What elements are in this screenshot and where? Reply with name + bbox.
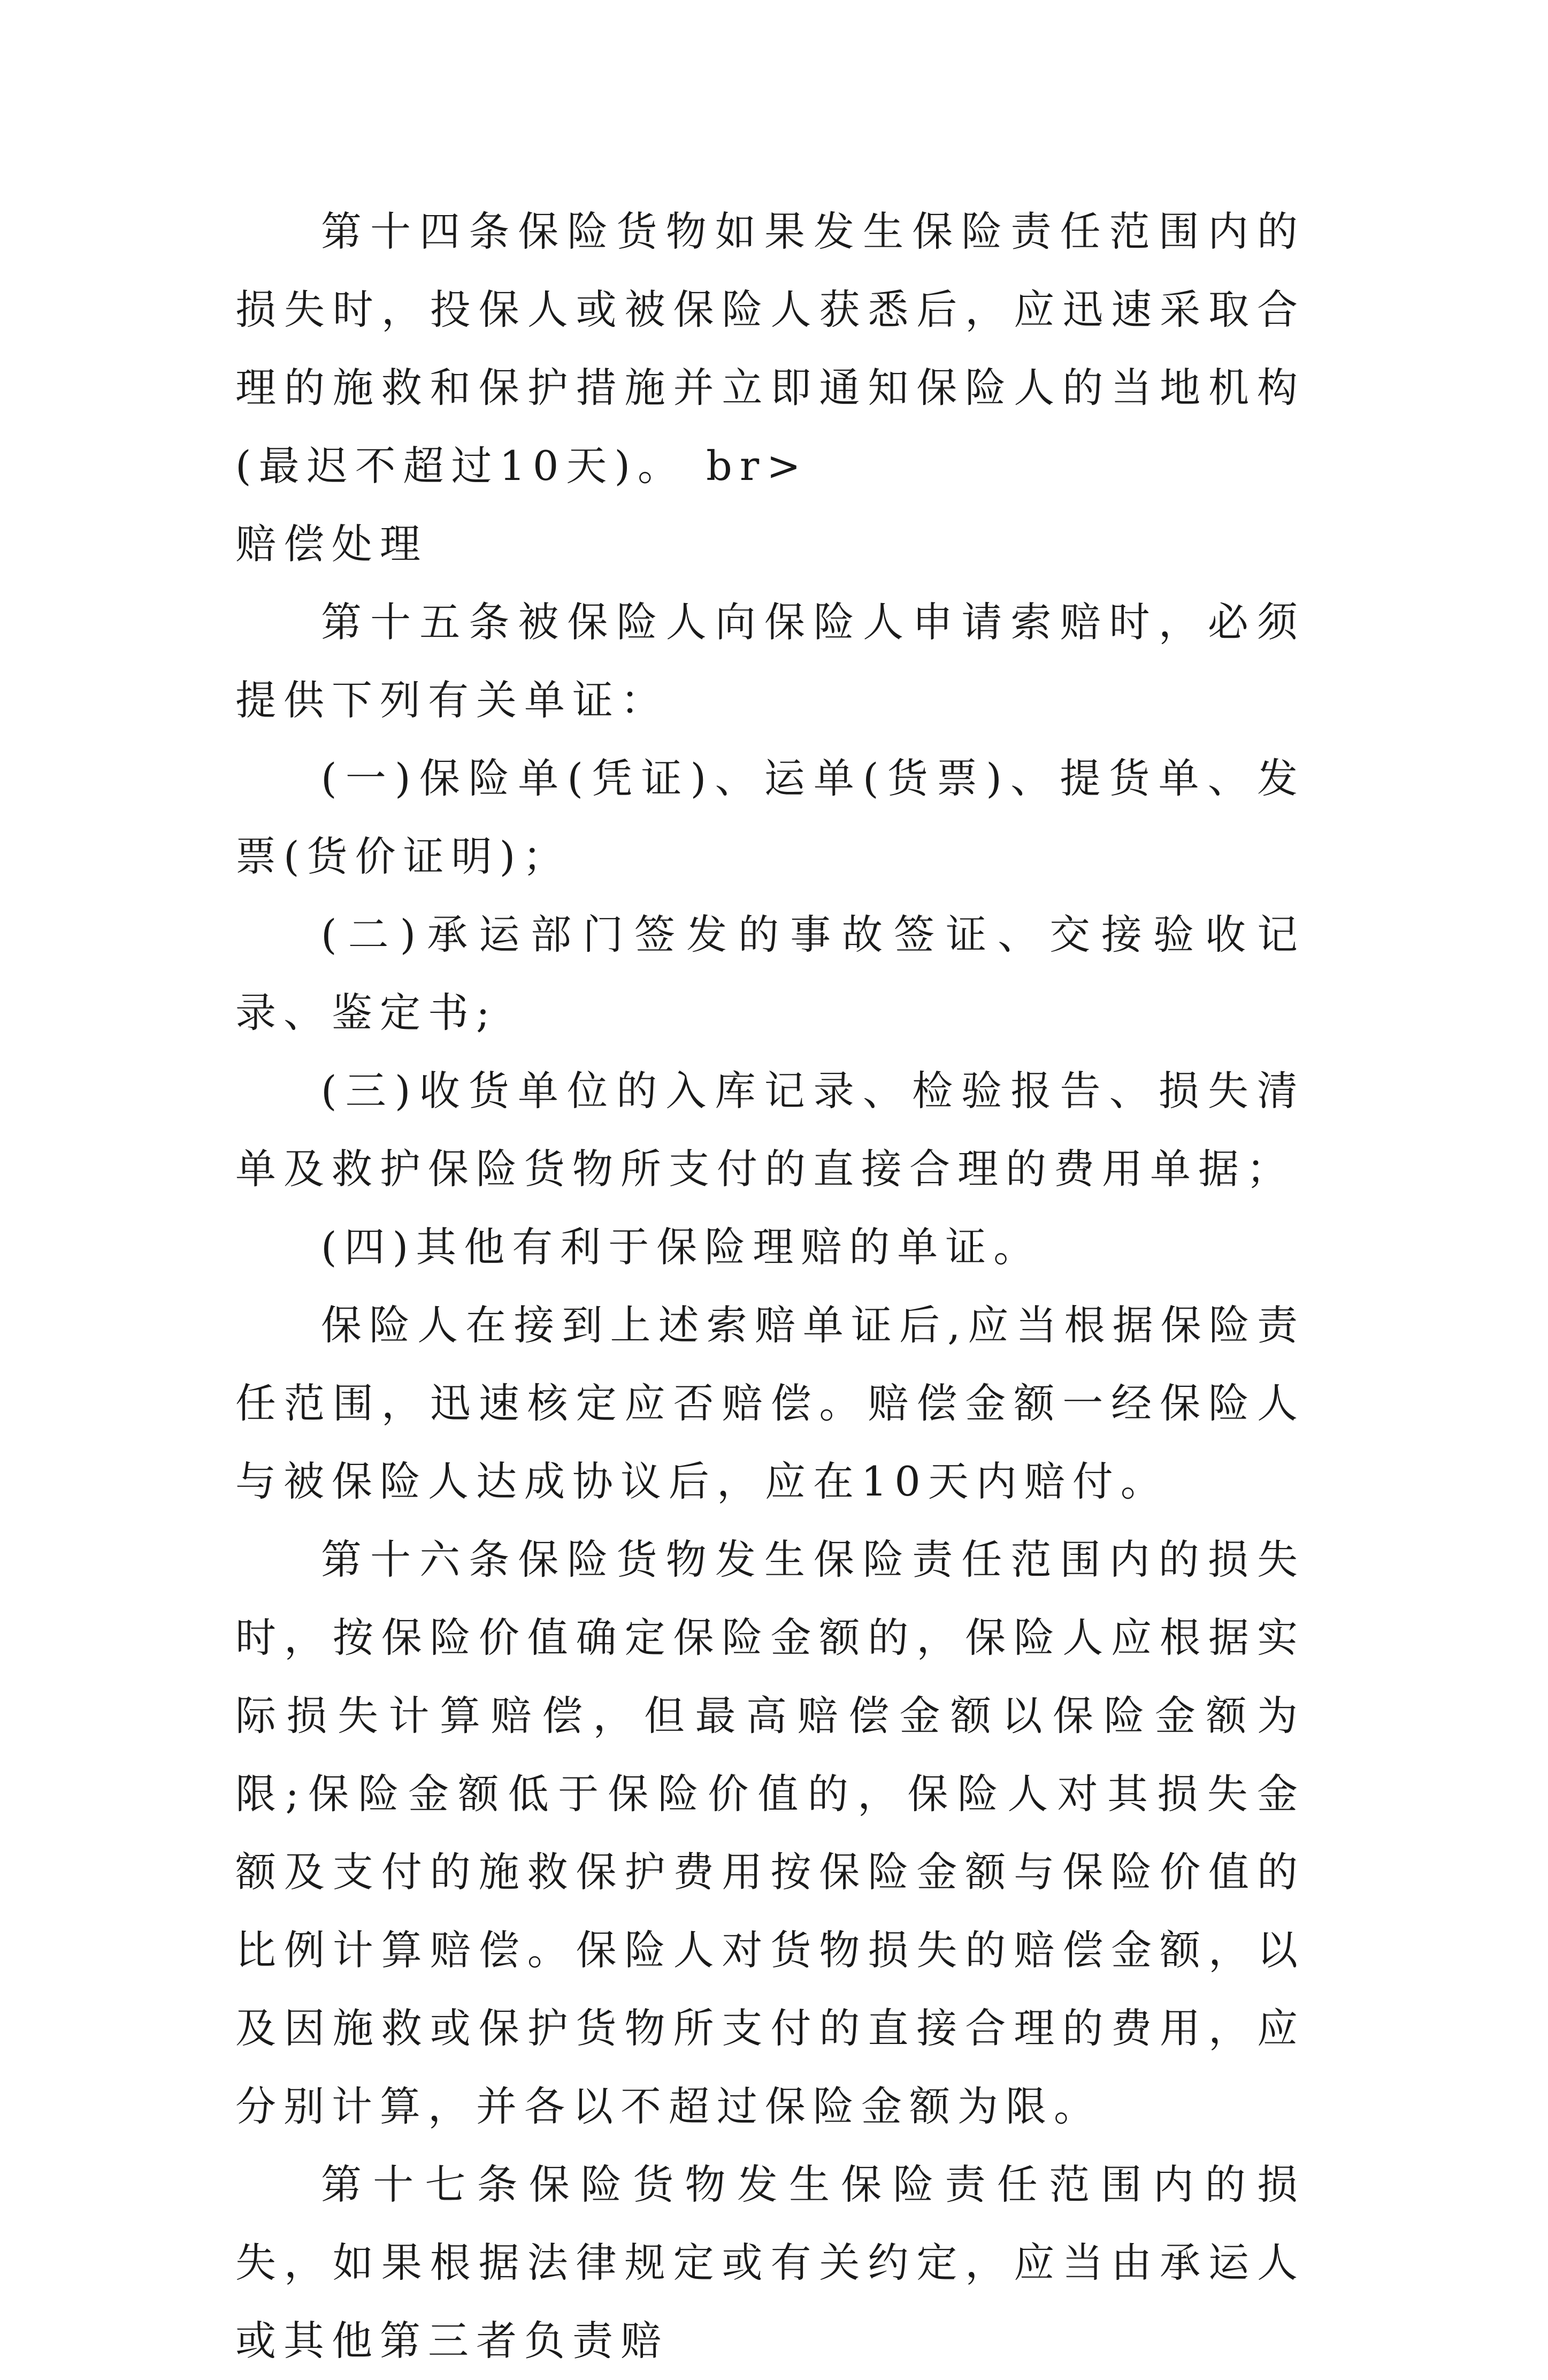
paragraph-article-15: 第十五条被保险人向保险人申请索赔时，必须提供下列有关单证： xyxy=(235,598,1305,724)
paragraph-article-16: 第十六条保险货物发生保险责任范围内的损失时，按保险价值确定保险金额的，保险人应根据实际损失计算赔偿，但最高赔偿金额以保险金额为限;保险金额低于保险价值的，保险人对其损失金额及支付的施救保护费用按保险金额与保险价值的比例计算赔偿。保险人对货物损失的赔偿金额，以及因施救或保护货物所支付的直接合理的费用，应分别计算，并各以不超过保险金额为限。 xyxy=(235,1536,1305,2130)
list-item-4: (四)其他有利于保险理赔的单证。 xyxy=(321,1223,1042,1271)
list-item-2: (二)承运部门签发的事故签证、交接验收记录、鉴定书; xyxy=(235,911,1305,1036)
list-item-3: (三)收货单位的入库记录、检验报告、损失清单及救护保险货物所支付的直接合理的费用单据； xyxy=(235,1067,1305,1193)
paragraph-article-14: 第十四条保险货物如果发生保险责任范围内的损失时，投保人或被保险人获悉后，应迅速采取合理的施救和保护措施并立即通知保险人的当地机构(最迟不超过10天)。 br> xyxy=(235,208,1305,490)
paragraph-claim-processing: 保险人在接到上述索赔单证后,应当根据保险责任范围，迅速核定应否赔偿。赔偿金额一经保险人与被保险人达成协议后，应在10天内赔付。 xyxy=(235,1301,1305,1505)
list-item-1: (一)保险单(凭证)、运单(货票)、提货单、发票(货价证明)； xyxy=(235,754,1305,880)
section-heading-claims: 赔偿处理 xyxy=(235,520,428,568)
paragraph-article-17: 第十七条保险货物发生保险责任范围内的损失，如果根据法律规定或有关约定，应当由承运人或其他第三者负责赔 xyxy=(235,2161,1305,2364)
document-body xyxy=(235,193,1305,2380)
